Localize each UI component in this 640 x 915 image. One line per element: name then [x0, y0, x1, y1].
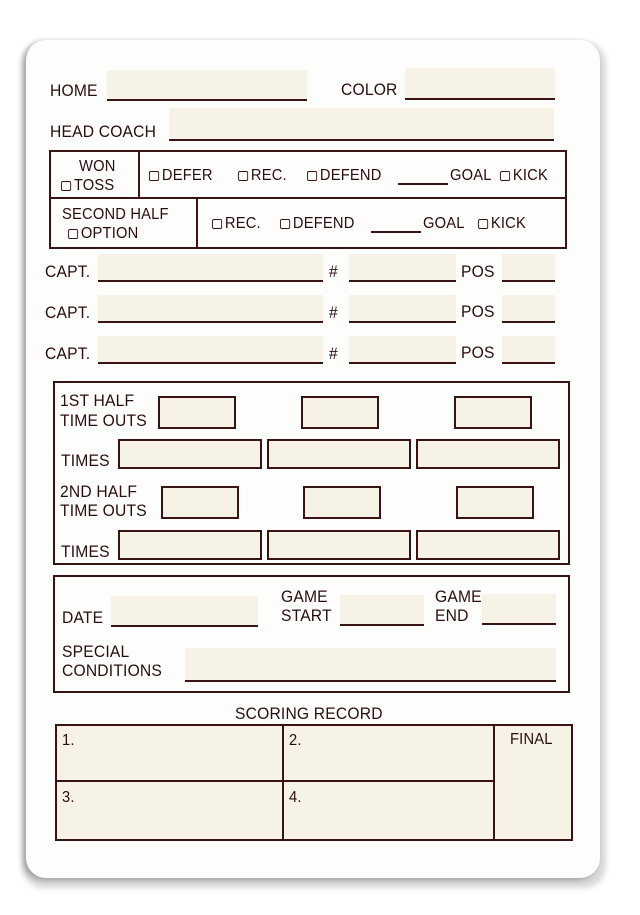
pos-field-2[interactable]: [502, 295, 555, 323]
date-field[interactable]: [111, 596, 258, 627]
special-label: SPECIAL: [62, 642, 130, 661]
scoring-record-title: SCORING RECORD: [235, 704, 383, 723]
second-rec-option[interactable]: [212, 214, 261, 233]
second-defend-option[interactable]: [280, 214, 355, 233]
score-cell-4[interactable]: 4.: [289, 789, 302, 806]
defend-label: DEFEND: [319, 167, 382, 184]
toss-option[interactable]: [61, 176, 114, 195]
conditions-label: CONDITIONS: [62, 661, 163, 680]
second-timeouts-label: TIME OUTS: [60, 501, 147, 520]
second-half-timeouts-label: 2ND HALF: [60, 482, 138, 501]
game-start-label-2: START: [281, 606, 332, 625]
final-cell[interactable]: FINAL: [510, 731, 553, 748]
second-kick-label: KICK: [490, 215, 526, 232]
toss-divider: [49, 197, 567, 199]
capt-field-2[interactable]: [98, 295, 323, 323]
defend-option[interactable]: [307, 166, 382, 185]
second-time-field-1[interactable]: [118, 530, 262, 560]
option-label: OPTION: [80, 225, 139, 242]
scoring-table: [55, 724, 573, 841]
number-field-1[interactable]: [349, 254, 456, 282]
first-half-label: 1ST HALF: [60, 391, 135, 410]
second-rec-checkbox[interactable]: [212, 219, 222, 229]
second-half-label: SECOND HALF: [62, 206, 169, 223]
second-time-field-3[interactable]: [416, 530, 560, 560]
home-label: HOME: [50, 81, 98, 100]
defer-option[interactable]: [149, 166, 213, 185]
toss-checkbox[interactable]: [61, 181, 71, 191]
goal-label: GOAL: [450, 167, 492, 184]
second-timeout-box-1[interactable]: [161, 486, 239, 519]
number-field-3[interactable]: [349, 336, 456, 364]
kick-label: KICK: [512, 167, 548, 184]
defer-checkbox[interactable]: [149, 171, 159, 181]
number-label-1: #: [329, 262, 338, 281]
second-time-field-2[interactable]: [267, 530, 411, 560]
rec-option[interactable]: [238, 166, 287, 185]
score-cell-2[interactable]: 2.: [289, 732, 302, 749]
color-label: COLOR: [341, 80, 398, 99]
pos-label-1: POS: [461, 262, 495, 281]
times-label-1: TIMES: [61, 451, 110, 470]
kick-option[interactable]: [500, 166, 548, 185]
scoring-col-divider-2: [493, 724, 495, 841]
second-defend-goal-blank[interactable]: [371, 231, 421, 233]
score-cell-3[interactable]: 3.: [62, 789, 75, 806]
second-goal-label: GOAL: [423, 215, 465, 232]
pos-field-1[interactable]: [502, 254, 555, 282]
head-coach-label: HEAD COACH: [50, 122, 157, 141]
kick-checkbox[interactable]: [500, 171, 510, 181]
rec-label: REC.: [250, 167, 287, 184]
option-checkbox[interactable]: [68, 229, 78, 239]
second-timeout-box-2[interactable]: [303, 486, 381, 519]
first-time-field-3[interactable]: [416, 439, 560, 469]
defend-goal-blank[interactable]: [398, 183, 448, 185]
toss-col-divider: [138, 150, 140, 198]
second-half-col-divider: [196, 198, 198, 248]
second-timeout-box-3[interactable]: [456, 486, 534, 519]
capt-field-3[interactable]: [98, 336, 323, 364]
pos-field-3[interactable]: [502, 336, 555, 364]
second-rec-label: REC.: [224, 215, 261, 232]
special-conditions-field[interactable]: [185, 648, 556, 682]
number-field-2[interactable]: [349, 295, 456, 323]
score-cell-1[interactable]: 1.: [62, 732, 75, 749]
second-defend-checkbox[interactable]: [280, 219, 290, 229]
scoring-row-divider: [55, 780, 494, 782]
game-start-label-1: GAME: [281, 587, 328, 606]
second-defend-label: DEFEND: [292, 215, 355, 232]
second-kick-checkbox[interactable]: [478, 219, 488, 229]
won-label: WON: [79, 158, 116, 175]
capt-field-1[interactable]: [98, 254, 323, 282]
number-label-2: #: [329, 303, 338, 322]
capt-label-2: CAPT.: [45, 303, 91, 322]
second-kick-option[interactable]: [478, 214, 526, 233]
first-timeout-box-2[interactable]: [301, 396, 379, 429]
first-timeout-box-1[interactable]: [158, 396, 236, 429]
option-option[interactable]: [68, 224, 138, 243]
first-timeout-box-3[interactable]: [454, 396, 532, 429]
toss-label: TOSS: [73, 177, 115, 194]
game-end-label-2: END: [435, 606, 469, 625]
rec-checkbox[interactable]: [238, 171, 248, 181]
color-field[interactable]: [405, 68, 555, 100]
scoring-col-divider-1: [282, 724, 284, 841]
capt-label-3: CAPT.: [45, 344, 91, 363]
home-field[interactable]: [107, 70, 307, 101]
first-time-field-2[interactable]: [267, 439, 411, 469]
head-coach-field[interactable]: [169, 108, 554, 141]
game-end-field[interactable]: [482, 594, 556, 625]
number-label-3: #: [329, 344, 338, 363]
first-time-field-1[interactable]: [118, 439, 262, 469]
game-start-field[interactable]: [340, 595, 424, 626]
pos-label-3: POS: [461, 343, 495, 362]
date-label: DATE: [62, 608, 104, 627]
first-timeouts-label: TIME OUTS: [60, 411, 147, 430]
defend-checkbox[interactable]: [307, 171, 317, 181]
times-label-2: TIMES: [61, 542, 110, 561]
defer-label: DEFER: [161, 167, 213, 184]
game-end-label-1: GAME: [435, 587, 482, 606]
capt-label-1: CAPT.: [45, 262, 91, 281]
pos-label-2: POS: [461, 302, 495, 321]
